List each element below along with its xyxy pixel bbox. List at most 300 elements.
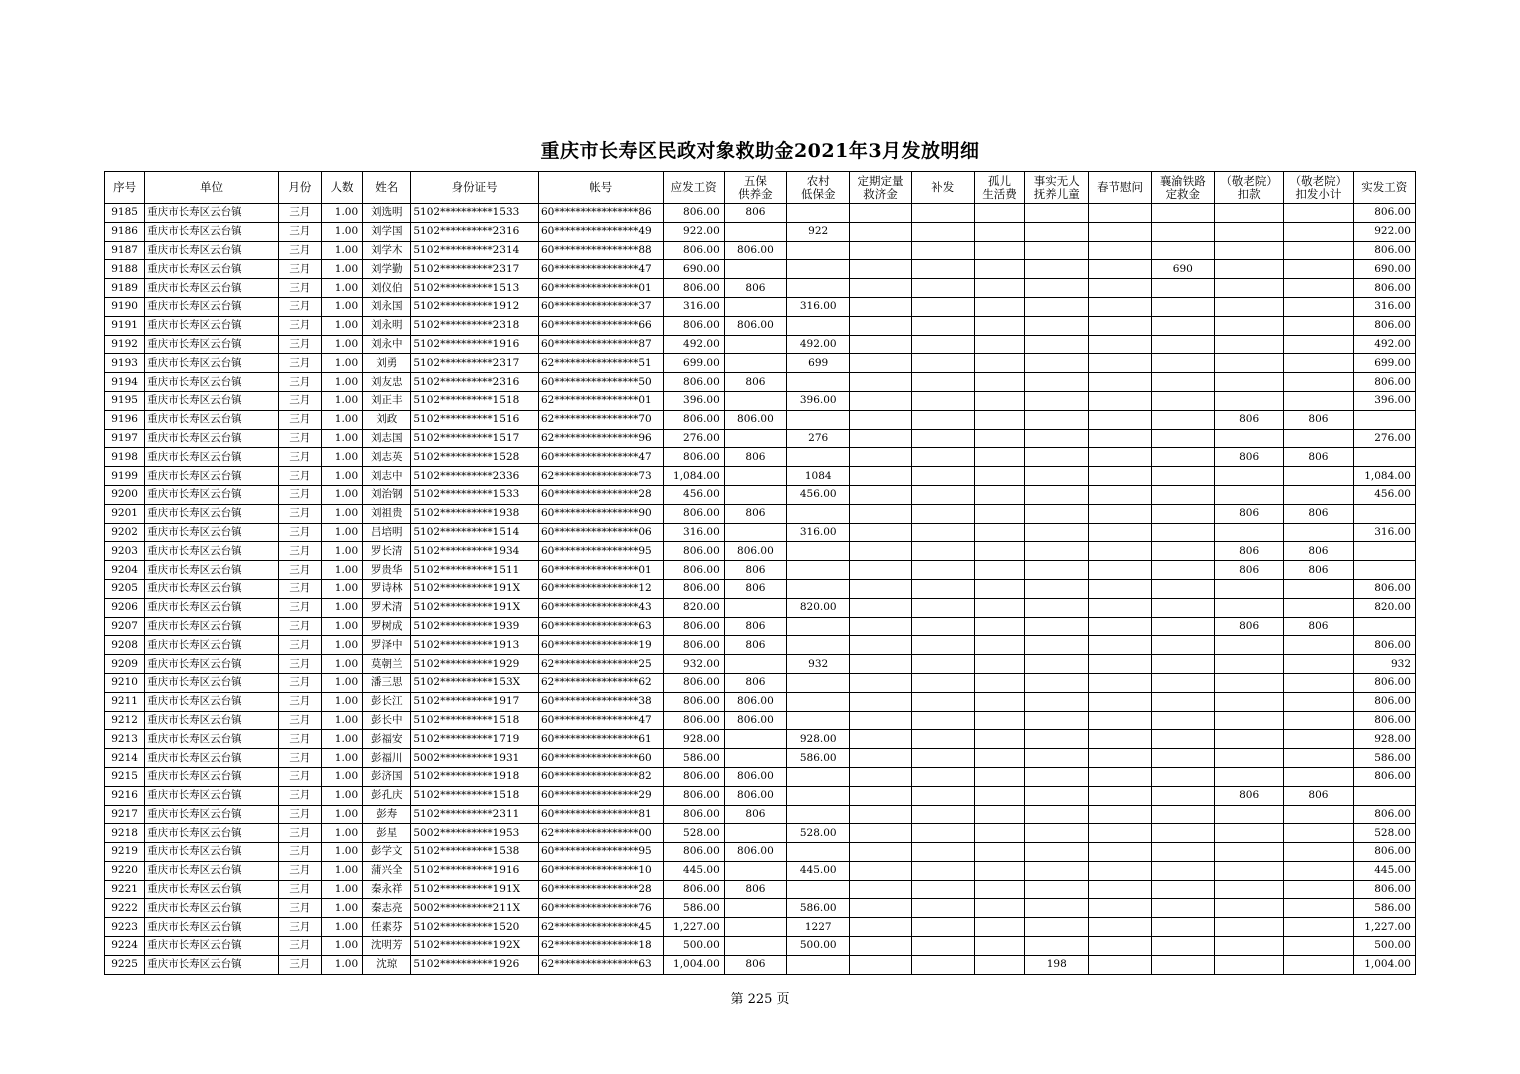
table-cell: 三月 [278, 373, 321, 392]
table-cell [1025, 730, 1089, 749]
table-cell: 9202 [105, 523, 145, 542]
table-cell [911, 429, 974, 448]
table-row [105, 824, 1416, 843]
table-cell: 699.00 [1353, 354, 1415, 373]
table-cell: 1.00 [321, 711, 362, 730]
table-cell: 9199 [105, 467, 145, 486]
table-cell: 5102**********2316 [411, 222, 539, 241]
table-cell: 彭福安 [363, 730, 411, 749]
table-cell: 三月 [278, 448, 321, 467]
table-cell: 三月 [278, 297, 321, 316]
table-cell [1353, 504, 1415, 523]
table-cell: 三月 [278, 880, 321, 899]
table-cell [1025, 410, 1089, 429]
table-cell [1151, 749, 1214, 768]
table-cell: 三月 [278, 279, 321, 298]
table-cell [1151, 467, 1214, 486]
table-cell [1025, 297, 1089, 316]
table-cell: 806.00 [1353, 843, 1415, 862]
table-cell: 9215 [105, 767, 145, 786]
table-cell [911, 542, 974, 561]
table-cell [1025, 749, 1089, 768]
table-cell: 三月 [278, 354, 321, 373]
table-cell [1151, 861, 1214, 880]
table-cell [974, 767, 1024, 786]
table-cell: 922.00 [1353, 222, 1415, 241]
table-cell: 5102**********2336 [411, 467, 539, 486]
table-cell: 316.00 [663, 297, 724, 316]
table-cell: 莫朝兰 [363, 655, 411, 674]
table-cell: 806.00 [663, 542, 724, 561]
table-cell: 三月 [278, 655, 321, 674]
table-cell: 9214 [105, 749, 145, 768]
table-cell [1151, 579, 1214, 598]
table-cell: 1,004.00 [1353, 955, 1415, 974]
table-cell: 刘永国 [363, 297, 411, 316]
table-cell: 586.00 [787, 749, 850, 768]
table-cell [850, 260, 911, 279]
table-cell: 三月 [278, 786, 321, 805]
table-cell [1284, 843, 1353, 862]
table-cell: 1.00 [321, 448, 362, 467]
table-cell [1284, 598, 1353, 617]
table-cell: 重庆市长寿区云台镇 [145, 899, 279, 918]
table-cell: 60****************61 [538, 730, 663, 749]
table-cell [787, 316, 850, 335]
table-cell [911, 937, 974, 956]
table-cell: 806.00 [1353, 805, 1415, 824]
table-cell [1214, 297, 1283, 316]
table-cell [724, 730, 786, 749]
table-cell: 1.00 [321, 316, 362, 335]
table-cell: 5002**********211X [411, 899, 539, 918]
table-cell [1284, 880, 1353, 899]
table-cell: 1.00 [321, 955, 362, 974]
table-cell [1151, 918, 1214, 937]
table-cell: 三月 [278, 824, 321, 843]
table-cell [1151, 598, 1214, 617]
table-cell: 5102**********1916 [411, 861, 539, 880]
table-cell [1089, 222, 1151, 241]
table-cell: 刘志中 [363, 467, 411, 486]
table-cell [787, 786, 850, 805]
table-row [105, 843, 1416, 862]
table-cell [1151, 786, 1214, 805]
table-cell [850, 937, 911, 956]
table-cell: 456.00 [787, 485, 850, 504]
table-cell: 932.00 [663, 655, 724, 674]
table-cell [1089, 448, 1151, 467]
table-cell [1284, 730, 1353, 749]
table-cell [1089, 767, 1151, 786]
table-cell [1353, 561, 1415, 580]
table-cell: 806.00 [1353, 636, 1415, 655]
table-cell: 62****************62 [538, 673, 663, 692]
table-row [105, 673, 1416, 692]
table-cell [1025, 241, 1089, 260]
table-cell: 396.00 [787, 391, 850, 410]
table-cell: 62****************45 [538, 918, 663, 937]
table-cell: 9218 [105, 824, 145, 843]
table-cell: 5002**********1931 [411, 749, 539, 768]
table-cell [911, 354, 974, 373]
table-cell: 9198 [105, 448, 145, 467]
table-cell: 9208 [105, 636, 145, 655]
table-cell: 806.00 [663, 316, 724, 335]
table-cell [1089, 955, 1151, 974]
table-cell: 5102**********1538 [411, 843, 539, 862]
table-cell: 806.00 [724, 711, 786, 730]
table-cell [974, 279, 1024, 298]
table-cell [1284, 636, 1353, 655]
table-cell: 932 [1353, 655, 1415, 674]
table-cell: 三月 [278, 260, 321, 279]
table-cell: 三月 [278, 391, 321, 410]
table-cell: 9224 [105, 937, 145, 956]
table-cell: 刘学国 [363, 222, 411, 241]
table-cell: 806.00 [1353, 673, 1415, 692]
table-cell [724, 655, 786, 674]
table-cell [850, 410, 911, 429]
table-cell: 重庆市长寿区云台镇 [145, 316, 279, 335]
table-cell [1025, 655, 1089, 674]
table-cell: 三月 [278, 749, 321, 768]
table-cell [724, 354, 786, 373]
table-cell: 586.00 [787, 899, 850, 918]
table-row [105, 204, 1416, 223]
table-cell: 806.00 [663, 279, 724, 298]
table-cell: 60****************10 [538, 861, 663, 880]
table-cell: 62****************70 [538, 410, 663, 429]
table-cell [974, 467, 1024, 486]
table-cell: 1.00 [321, 918, 362, 937]
table-cell: 806 [1214, 448, 1283, 467]
table-cell [1025, 824, 1089, 843]
table-cell [1151, 485, 1214, 504]
table-cell: 5102**********2314 [411, 241, 539, 260]
table-cell: 重庆市长寿区云台镇 [145, 730, 279, 749]
table-cell [911, 843, 974, 862]
table-cell: 820.00 [1353, 598, 1415, 617]
table-cell [1214, 861, 1283, 880]
table-cell [850, 542, 911, 561]
table-cell [850, 880, 911, 899]
table-cell [1025, 843, 1089, 862]
table-cell [1214, 335, 1283, 354]
table-cell [1151, 711, 1214, 730]
table-cell [1214, 824, 1283, 843]
table-cell [974, 241, 1024, 260]
table-cell [1214, 241, 1283, 260]
table-cell: 806.00 [663, 880, 724, 899]
table-cell: 5102**********1917 [411, 692, 539, 711]
table-cell: 三月 [278, 955, 321, 974]
table-cell [1025, 222, 1089, 241]
table-cell [850, 655, 911, 674]
table-cell [850, 918, 911, 937]
table-row [105, 805, 1416, 824]
table-cell: 1.00 [321, 786, 362, 805]
table-cell [1089, 410, 1151, 429]
table-cell: 60****************37 [538, 297, 663, 316]
table-cell: 276 [787, 429, 850, 448]
table-cell [1025, 260, 1089, 279]
table-cell [974, 955, 1024, 974]
table-cell [1284, 824, 1353, 843]
table-cell: 罗诗林 [363, 579, 411, 598]
table-row [105, 279, 1416, 298]
table-cell: 5102**********1934 [411, 542, 539, 561]
table-cell: 5002**********1953 [411, 824, 539, 843]
table-cell [1214, 843, 1283, 862]
table-cell [911, 579, 974, 598]
table-cell: 9187 [105, 241, 145, 260]
table-cell [1151, 899, 1214, 918]
table-cell: 9212 [105, 711, 145, 730]
column-header: 实发工资 [1353, 172, 1415, 204]
table-cell [974, 485, 1024, 504]
table-cell: 9188 [105, 260, 145, 279]
table-cell [1284, 767, 1353, 786]
table-cell [974, 937, 1024, 956]
table-cell [724, 485, 786, 504]
table-cell [1214, 373, 1283, 392]
table-cell: 316.00 [1353, 523, 1415, 542]
table-cell: 62****************00 [538, 824, 663, 843]
table-cell [1284, 279, 1353, 298]
table-cell [1214, 692, 1283, 711]
table-cell: 9217 [105, 805, 145, 824]
table-cell [1089, 279, 1151, 298]
table-cell: 1.00 [321, 561, 362, 580]
table-cell: 重庆市长寿区云台镇 [145, 241, 279, 260]
table-cell [974, 542, 1024, 561]
table-cell: 60****************86 [538, 204, 663, 223]
table-cell: 重庆市长寿区云台镇 [145, 767, 279, 786]
table-cell [850, 316, 911, 335]
table-cell [850, 692, 911, 711]
table-cell [974, 918, 1024, 937]
table-cell: 1.00 [321, 260, 362, 279]
table-cell [1025, 485, 1089, 504]
table-cell [1025, 673, 1089, 692]
table-cell: 806 [724, 805, 786, 824]
table-cell: 三月 [278, 937, 321, 956]
table-cell [850, 467, 911, 486]
table-cell [1025, 598, 1089, 617]
table-cell: 316.00 [787, 523, 850, 542]
table-cell: 重庆市长寿区云台镇 [145, 636, 279, 655]
table-cell: 1084 [787, 467, 850, 486]
table-cell [850, 749, 911, 768]
table-cell [974, 373, 1024, 392]
table-cell: 9225 [105, 955, 145, 974]
table-cell [1025, 279, 1089, 298]
table-cell: 5102**********2311 [411, 805, 539, 824]
table-row [105, 767, 1416, 786]
table-cell: 1,084.00 [1353, 467, 1415, 486]
table-cell [911, 260, 974, 279]
table-cell: 三月 [278, 692, 321, 711]
table-cell: 1.00 [321, 429, 362, 448]
table-cell: 806.00 [724, 786, 786, 805]
table-cell [1214, 429, 1283, 448]
table-cell [974, 673, 1024, 692]
table-cell: 5102**********2317 [411, 354, 539, 373]
table-cell [1151, 655, 1214, 674]
table-cell [787, 636, 850, 655]
table-cell: 806.00 [1353, 692, 1415, 711]
table-cell: 5102**********1912 [411, 297, 539, 316]
table-cell [724, 899, 786, 918]
column-header: 孤儿 生活费 [974, 172, 1024, 204]
table-cell: 60****************12 [538, 579, 663, 598]
table-row [105, 260, 1416, 279]
table-cell [1151, 241, 1214, 260]
table-cell: 445.00 [663, 861, 724, 880]
table-cell: 重庆市长寿区云台镇 [145, 861, 279, 880]
table-cell: 528.00 [663, 824, 724, 843]
table-cell [911, 598, 974, 617]
table-cell: 528.00 [787, 824, 850, 843]
table-cell [850, 579, 911, 598]
table-cell [1089, 561, 1151, 580]
table-cell: 9216 [105, 786, 145, 805]
table-cell [724, 335, 786, 354]
table-cell: 1.00 [321, 485, 362, 504]
table-cell [1353, 410, 1415, 429]
table-cell: 806.00 [663, 448, 724, 467]
table-cell: 5102**********1517 [411, 429, 539, 448]
table-row [105, 711, 1416, 730]
table-cell: 重庆市长寿区云台镇 [145, 692, 279, 711]
table-cell [1284, 579, 1353, 598]
table-cell [1284, 861, 1353, 880]
table-cell: 806 [1284, 410, 1353, 429]
table-cell [1151, 937, 1214, 956]
table-cell [911, 297, 974, 316]
table-cell: 60****************60 [538, 749, 663, 768]
table-cell [850, 861, 911, 880]
table-cell [1214, 749, 1283, 768]
table-cell: 三月 [278, 542, 321, 561]
table-cell: 806 [1214, 786, 1283, 805]
table-row [105, 429, 1416, 448]
table-cell [850, 617, 911, 636]
table-cell: 806.00 [663, 410, 724, 429]
table-cell: 806.00 [1353, 373, 1415, 392]
table-cell [911, 692, 974, 711]
table-cell [724, 297, 786, 316]
table-cell: 1.00 [321, 636, 362, 655]
table-cell: 三月 [278, 711, 321, 730]
table-cell [724, 749, 786, 768]
table-cell [911, 485, 974, 504]
column-header: （敬老院） 扣发小计 [1284, 172, 1353, 204]
table-cell: 1.00 [321, 410, 362, 429]
table-cell: 重庆市长寿区云台镇 [145, 279, 279, 298]
table-cell: 三月 [278, 579, 321, 598]
table-cell: 806.00 [663, 241, 724, 260]
table-cell: 9194 [105, 373, 145, 392]
table-cell: 1.00 [321, 297, 362, 316]
table-cell [787, 279, 850, 298]
table-cell: 690.00 [1353, 260, 1415, 279]
table-row [105, 542, 1416, 561]
table-cell: 806.00 [663, 692, 724, 711]
table-cell [850, 429, 911, 448]
table-cell [1089, 598, 1151, 617]
table-row [105, 918, 1416, 937]
table-cell [1214, 467, 1283, 486]
table-cell: 500.00 [663, 937, 724, 956]
table-cell [1151, 843, 1214, 862]
table-cell: 932 [787, 655, 850, 674]
table-cell [1151, 692, 1214, 711]
table-cell [911, 617, 974, 636]
table-cell [1151, 673, 1214, 692]
table-cell [1214, 579, 1283, 598]
table-cell [1214, 805, 1283, 824]
table-cell: 60****************49 [538, 222, 663, 241]
table-cell: 806.00 [663, 673, 724, 692]
table-cell: 316.00 [663, 523, 724, 542]
table-cell [1151, 542, 1214, 561]
table-cell [974, 636, 1024, 655]
table-cell: 5102**********192X [411, 937, 539, 956]
table-cell: 重庆市长寿区云台镇 [145, 204, 279, 223]
table-cell: 重庆市长寿区云台镇 [145, 880, 279, 899]
table-cell: 1.00 [321, 279, 362, 298]
table-cell [1151, 335, 1214, 354]
table-cell: 445.00 [1353, 861, 1415, 880]
table-cell [724, 918, 786, 937]
table-cell [1284, 467, 1353, 486]
table-cell: 806.00 [724, 241, 786, 260]
table-cell [1025, 204, 1089, 223]
column-header: 五保 供养金 [724, 172, 786, 204]
table-cell: 重庆市长寿区云台镇 [145, 429, 279, 448]
table-cell [724, 937, 786, 956]
table-cell: 5102**********153X [411, 673, 539, 692]
table-cell [1025, 504, 1089, 523]
table-cell [1151, 429, 1214, 448]
table-row [105, 692, 1416, 711]
table-cell [1214, 655, 1283, 674]
table-cell: 9196 [105, 410, 145, 429]
table-cell: 刘选明 [363, 204, 411, 223]
table-cell: 586.00 [1353, 749, 1415, 768]
table-cell: 806.00 [724, 410, 786, 429]
table-cell [787, 711, 850, 730]
table-cell: 重庆市长寿区云台镇 [145, 504, 279, 523]
table-cell: 三月 [278, 467, 321, 486]
table-cell [974, 824, 1024, 843]
table-cell: 9191 [105, 316, 145, 335]
table-cell: 重庆市长寿区云台镇 [145, 918, 279, 937]
table-cell [1089, 354, 1151, 373]
table-header-row [105, 172, 1416, 204]
table-row [105, 561, 1416, 580]
table-cell [850, 767, 911, 786]
table-cell: 三月 [278, 410, 321, 429]
table-cell: 62****************01 [538, 391, 663, 410]
table-cell: 806 [724, 373, 786, 392]
table-row [105, 937, 1416, 956]
table-cell: 1227 [787, 918, 850, 937]
table-cell [911, 786, 974, 805]
table-cell: 690 [1151, 260, 1214, 279]
